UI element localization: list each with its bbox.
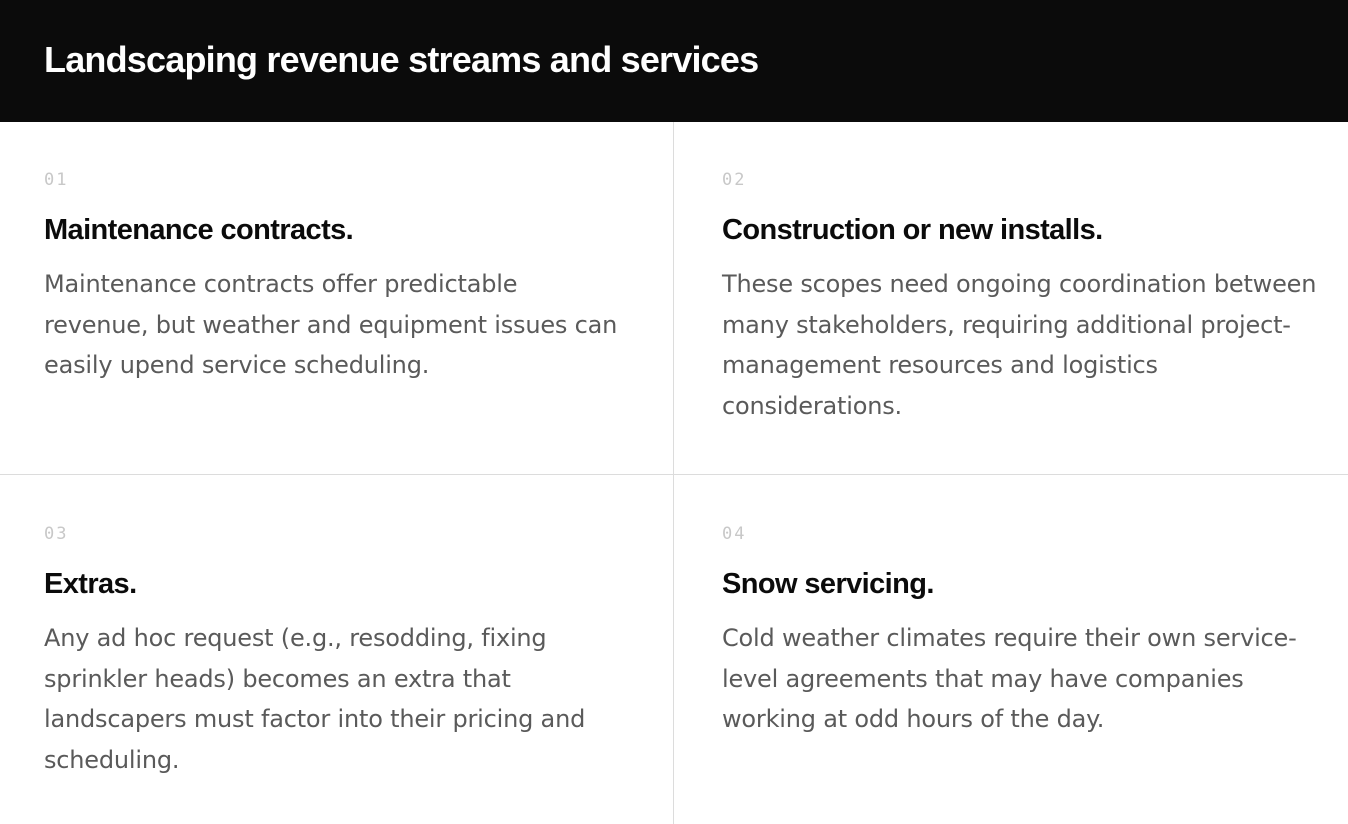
card-body: Maintenance contracts offer predictable revenue, but weather and equipment issues can easily upend service scheduling. (44, 270, 618, 379)
card-title: Maintenance contracts. (44, 214, 354, 246)
card-title: Construction or new installs. (722, 214, 1103, 246)
header-banner (0, 0, 1348, 122)
card-maintenance-contracts (44, 170, 624, 386)
card-snow-servicing (722, 524, 1322, 740)
card-number: 03 (44, 524, 69, 544)
horizontal-divider (0, 474, 1348, 475)
card-number: 04 (722, 524, 747, 544)
card-construction-installs (722, 170, 1322, 426)
page-title: Landscaping revenue streams and services (44, 39, 759, 80)
card-body: These scopes need ongoing coordination between many stakeholders, requiring additional project-management resources and logistics considerations. (722, 270, 1317, 420)
vertical-divider (673, 122, 674, 824)
card-extras (44, 524, 624, 780)
card-number: 01 (44, 170, 69, 190)
card-title: Snow servicing. (722, 568, 934, 600)
service-grid (0, 122, 1348, 824)
card-number: 02 (722, 170, 747, 190)
card-body: Cold weather climates require their own service-level agreements that may have companies working at odd hours of the day. (722, 624, 1297, 733)
card-body: Any ad hoc request (e.g., resodding, fixing sprinkler heads) becomes an extra that landscapers must factor into their pricing and scheduling. (44, 624, 586, 774)
card-title: Extras. (44, 568, 137, 600)
